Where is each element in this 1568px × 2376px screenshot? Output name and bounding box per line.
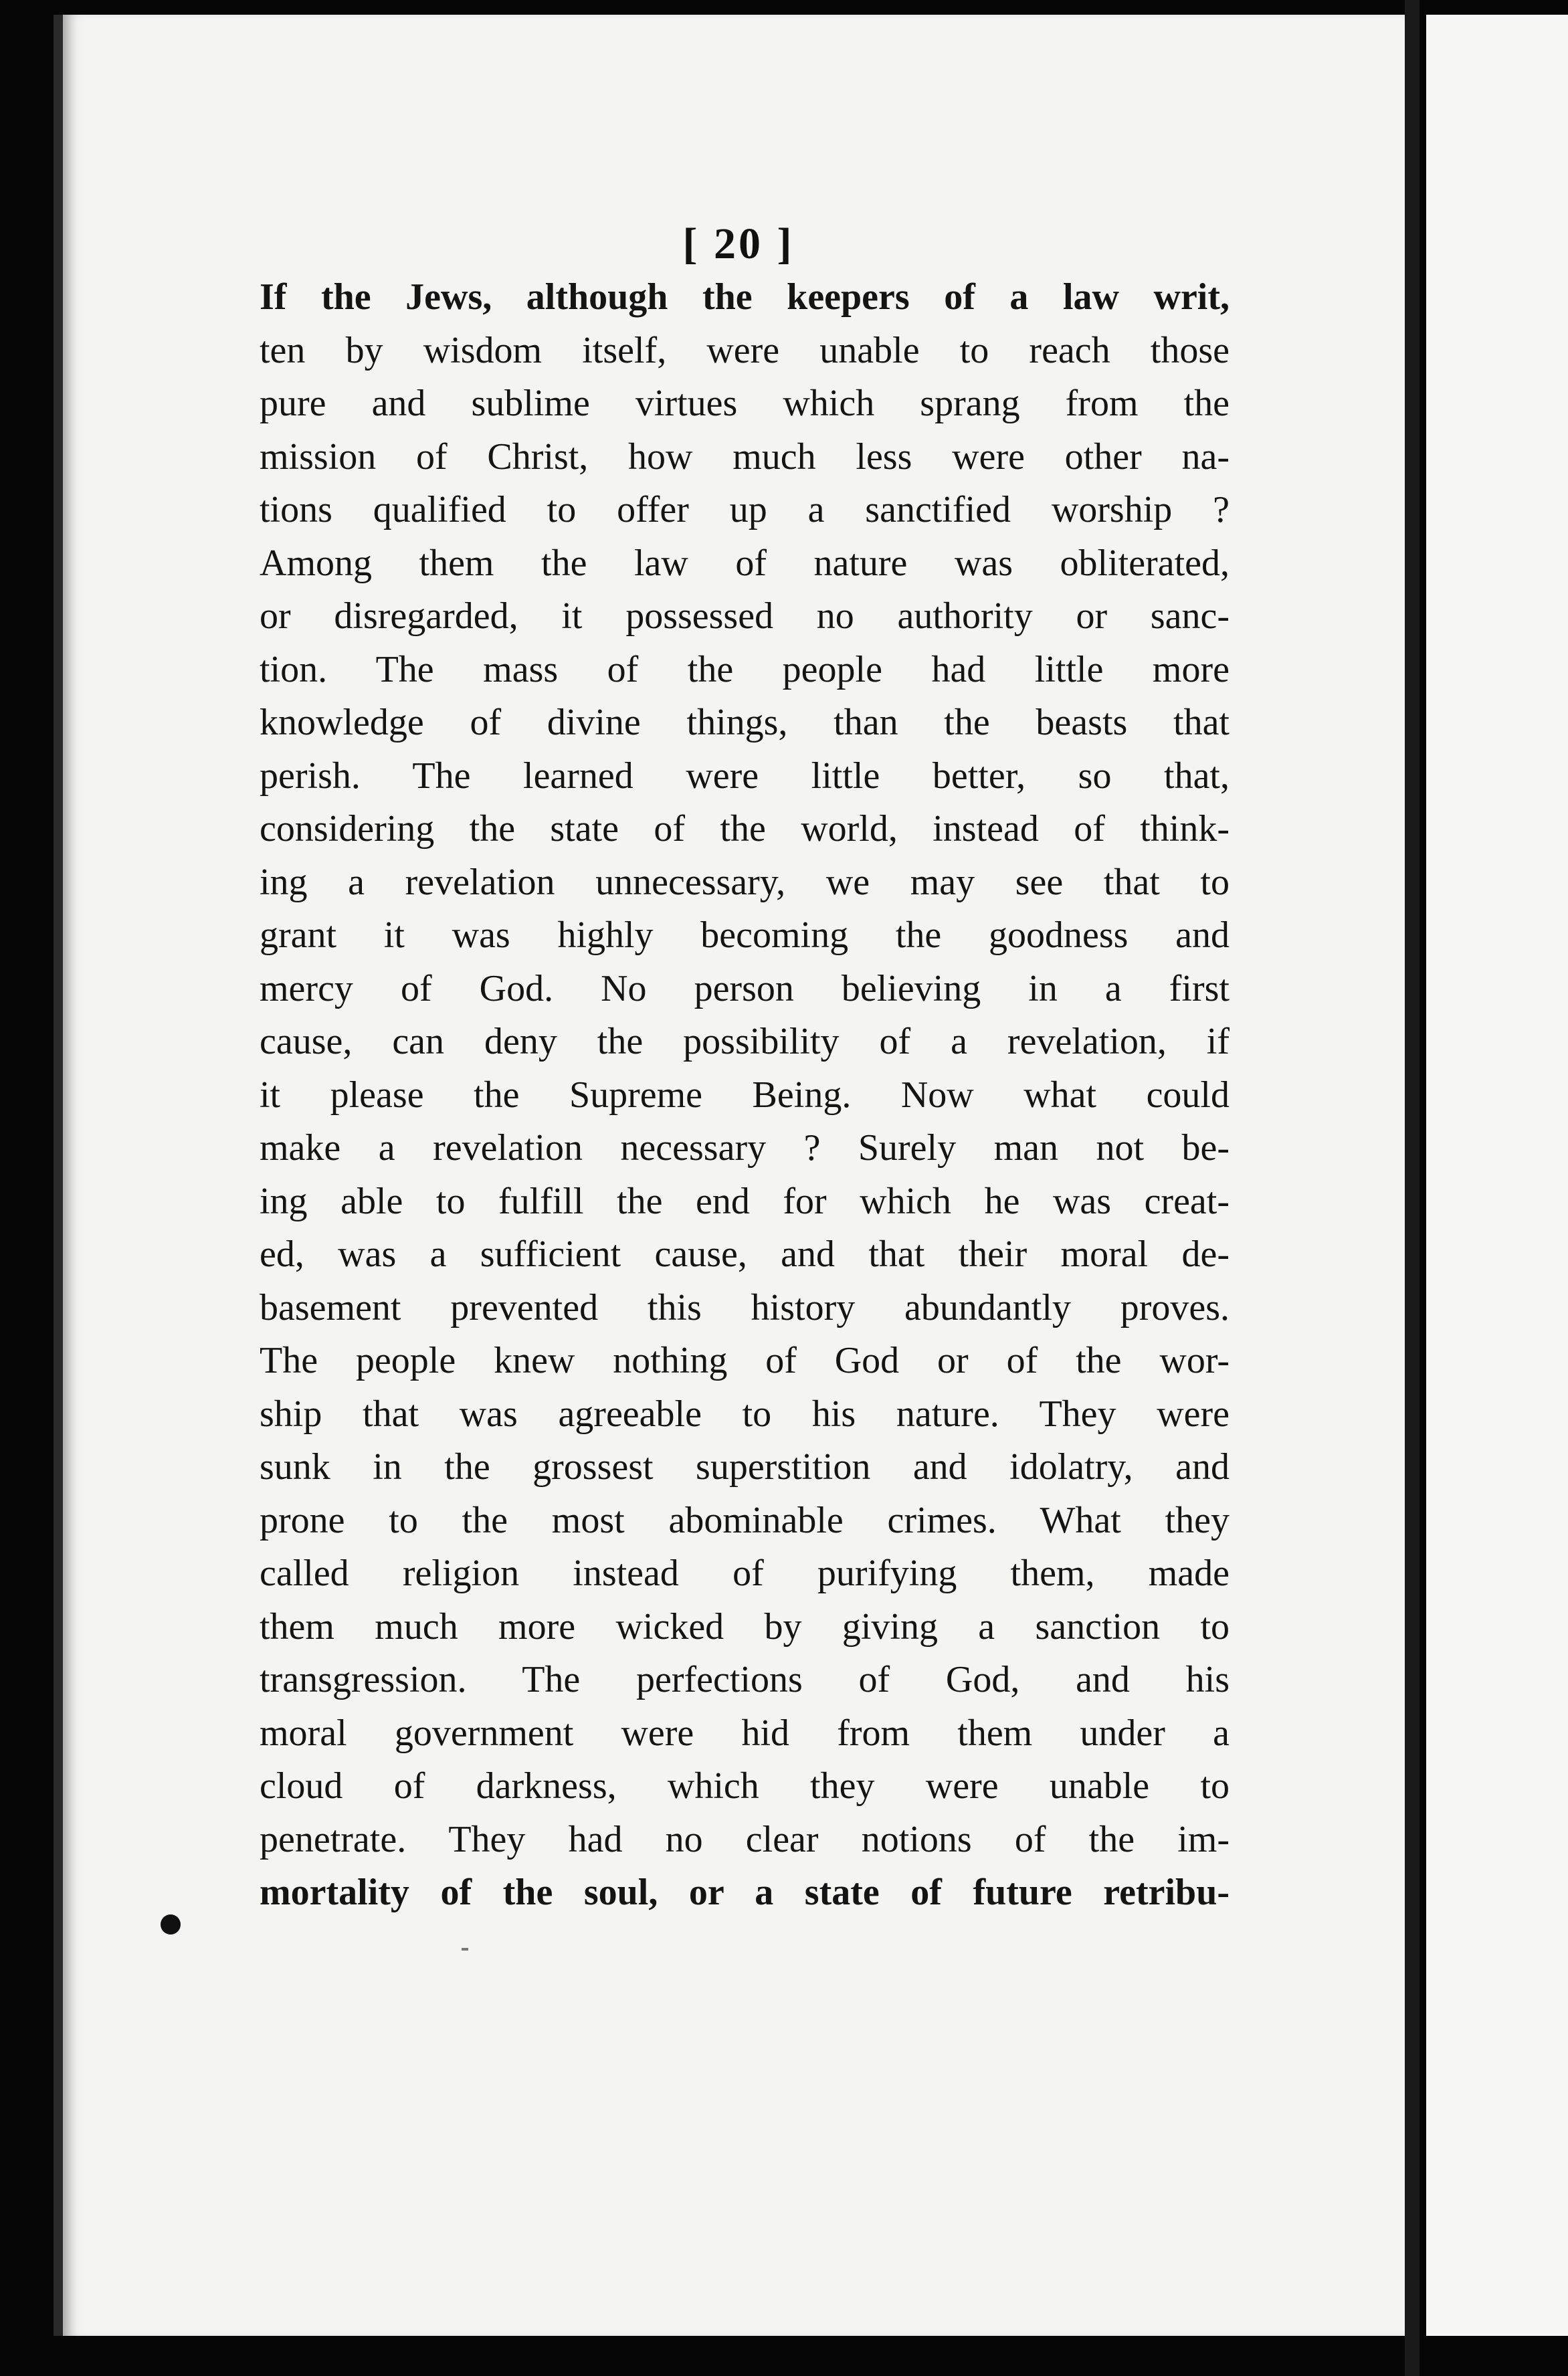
text-line: The people knew nothing of God or of the wor-: [260, 1340, 1230, 1381]
text-line: ship that was agreeable to his nature. They were: [260, 1393, 1230, 1435]
text-line: tions qualified to offer up a sanctified worship ?: [260, 489, 1230, 530]
text-line: it please the Supreme Being. Now what could: [260, 1074, 1230, 1116]
text-line: Among them the law of nature was obliterated,: [260, 542, 1230, 584]
text-line: ing able to fulfill the end for which he was creat-: [260, 1180, 1230, 1222]
text-line: moral government were hid from them under a: [260, 1712, 1230, 1754]
text-line: called religion instead of purifying them, made: [260, 1553, 1230, 1594]
text-line: knowledge of divine things, than the beasts that: [260, 702, 1230, 743]
text-line: mortality of the soul, or a state of future retribu-: [260, 1872, 1230, 1913]
text-line: mercy of God. No person believing in a first: [260, 967, 1230, 1009]
text-line: them much more wicked by giving a sanction to: [260, 1605, 1230, 1648]
text-line: ing a revelation unnecessary, we may see that to: [260, 861, 1230, 903]
book-gutter: [1405, 0, 1419, 2376]
page-number: [ 20 ]: [682, 219, 795, 268]
text-line: considering the state of the world, instead of think-: [260, 808, 1230, 850]
text-line: basement prevented this history abundantly proves.: [260, 1286, 1230, 1328]
text-line: perish. The learned were little better, so that,: [260, 755, 1230, 797]
text-line: or disregarded, it possessed no authority or sanc-: [260, 595, 1230, 637]
text-line: make a revelation necessary ? Surely man not be-: [260, 1127, 1230, 1169]
text-line: ed, was a sufficient cause, and that their moral de-: [260, 1233, 1230, 1275]
text-line: prone to the most abominable crimes. What they: [260, 1499, 1230, 1541]
text-line: pure and sublime virtues which sprang from the: [260, 383, 1230, 424]
text-line: penetrate. They had no clear notions of the im-: [260, 1818, 1230, 1860]
text-line: ten by wisdom itself, were unable to reach those: [260, 329, 1230, 371]
text-line: cloud of darkness, which they were unable to: [260, 1765, 1230, 1807]
ink-blot: [161, 1914, 181, 1935]
text-line: If the Jews, although the keepers of a law writ,: [260, 276, 1230, 318]
text-line: grant it was highly becoming the goodness and: [260, 914, 1230, 956]
right-page-edge: [1426, 15, 1568, 2336]
text-line: transgression. The perfections of God, and his: [260, 1659, 1230, 1700]
text-line: sunk in the grossest superstition and idolatry, and: [260, 1446, 1230, 1488]
body-text: [260, 271, 1230, 1920]
ink-speck: [462, 1948, 468, 1951]
text-line: cause, can deny the possibility of a revelation, if: [260, 1021, 1230, 1062]
text-line: tion. The mass of the people had little more: [260, 648, 1230, 690]
text-line: mission of Christ, how much less were other na-: [260, 435, 1230, 478]
